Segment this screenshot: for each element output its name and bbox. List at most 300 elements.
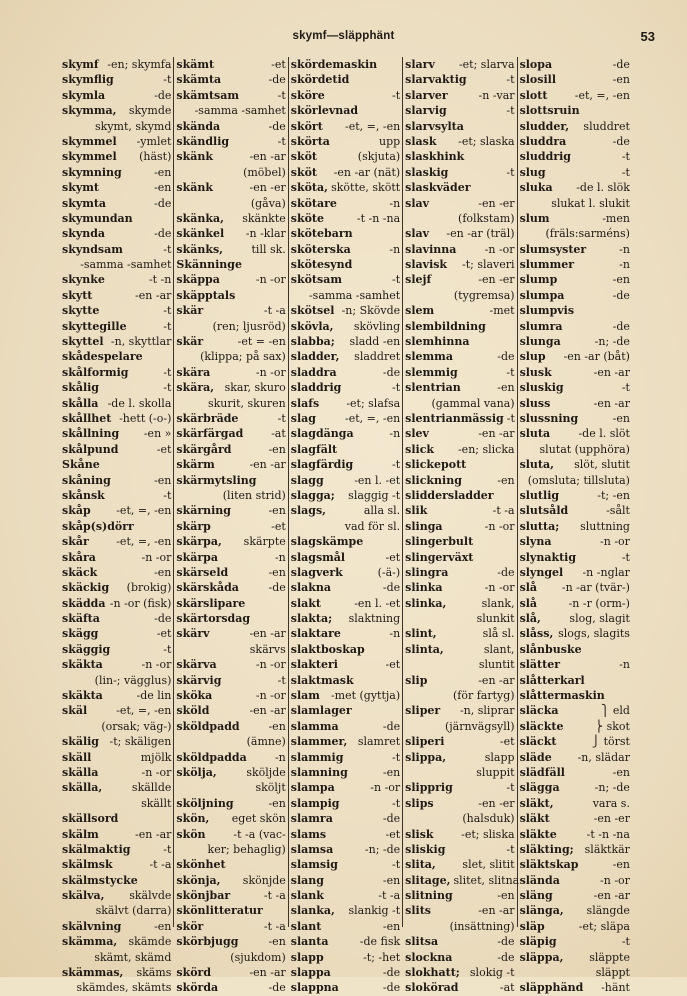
entry-headword: skymta <box>62 196 107 210</box>
dictionary-entry <box>405 703 514 718</box>
dictionary-entry <box>291 365 400 380</box>
entry-inflection: (ämne) <box>246 735 286 749</box>
entry-inflection: -t <box>163 842 172 856</box>
entry-inflection: -de <box>268 981 286 995</box>
entry-headword: skämtsam <box>176 88 240 102</box>
entry-inflection: -en -ar <box>249 458 286 472</box>
entry-inflection: sladd -en <box>349 335 401 349</box>
entry-inflection: -de <box>497 350 515 364</box>
dictionary-entry <box>405 134 514 149</box>
entry-headword: släpphänd <box>519 981 584 995</box>
dictionary-entry <box>291 226 400 241</box>
dictionary-entry <box>62 965 171 980</box>
entry-headword: slädfäll <box>519 765 565 779</box>
dictionary-entry <box>405 903 514 918</box>
entry-headword: slamma <box>290 719 339 733</box>
dictionary-entry <box>405 319 514 334</box>
dictionary-entry <box>291 657 400 672</box>
dictionary-entry <box>62 550 171 565</box>
dictionary-entry <box>291 503 400 518</box>
dictionary-entry <box>405 873 520 888</box>
entry-inflection: -n -or <box>255 658 286 672</box>
entry-inflection: -t <box>277 134 286 148</box>
dictionary-entry <box>291 519 400 534</box>
entry-inflection: (tygremsa) <box>453 288 515 302</box>
dictionary-entry <box>405 119 514 134</box>
entry-inflection: -t <box>621 150 630 164</box>
entry-headword: slant <box>290 919 322 933</box>
entry-headword: skymmel <box>62 134 117 148</box>
entry-headword: sluskig <box>519 381 564 395</box>
dictionary-entry <box>62 888 171 903</box>
entry-headword: skymmel <box>62 150 117 164</box>
dictionary-entry <box>176 88 285 103</box>
dictionary-entry <box>62 488 171 503</box>
entry-headword: slingra <box>405 565 449 579</box>
entry-inflection: -et <box>385 827 401 841</box>
entry-inflection: skymt, skymd <box>95 119 172 133</box>
entry-headword: slagfärdig <box>290 458 354 472</box>
entry-headword: slarver <box>405 88 448 102</box>
dictionary-entry <box>176 119 285 134</box>
entry-inflection: (ren; ljusröd) <box>212 319 286 333</box>
entry-inflection: -t <box>392 858 401 872</box>
entry-inflection: -t -a <box>492 504 515 518</box>
entry-headword: skälvning <box>62 919 122 933</box>
entry-inflection: -n -or <box>255 365 286 379</box>
entry-headword: slavisk <box>405 258 448 272</box>
entry-headword: skäll <box>62 750 92 764</box>
dictionary-entry <box>291 919 400 934</box>
entry-inflection: (halsduk) <box>462 812 515 826</box>
dictionary-entry <box>520 903 630 918</box>
entry-headword: slumra <box>519 319 563 333</box>
dictionary-entry <box>405 503 514 518</box>
entry-inflection: -en -ar <box>593 396 630 410</box>
entry-headword: skyttel <box>62 335 104 349</box>
entry-headword: slarvsylta <box>405 119 464 133</box>
dictionary-entry <box>176 72 285 87</box>
dictionary-entry <box>520 134 630 149</box>
entry-inflection: -t; slaveri <box>462 258 515 272</box>
entry-inflection: -en -ar <box>593 365 630 379</box>
dictionary-entry <box>62 426 171 441</box>
entry-headword: slå <box>519 596 538 610</box>
entry-inflection: -en <box>268 719 286 733</box>
entry-headword: slopa <box>519 58 553 71</box>
dictionary-entry <box>291 88 400 103</box>
entry-inflection: släppte <box>589 950 630 964</box>
entry-headword: skäl <box>62 704 88 718</box>
entry-inflection: eget skön <box>231 812 286 826</box>
dictionary-entry <box>405 857 514 872</box>
dictionary-entry <box>405 103 514 118</box>
entry-inflection: -en l. -et <box>354 473 401 487</box>
entry-headword: slembildning <box>405 319 486 333</box>
dictionary-entry <box>520 980 630 995</box>
dictionary-entry <box>176 334 285 349</box>
dictionary-entry <box>405 888 514 903</box>
entry-headword: sköldpadd <box>176 719 240 733</box>
entry-inflection: (omsluta; tillsluta) <box>527 473 630 487</box>
entry-headword: sluta <box>519 427 551 441</box>
entry-headword: sliskig <box>405 842 446 856</box>
dictionary-entry <box>520 626 630 641</box>
dictionary-entry <box>405 334 514 349</box>
dictionary-entry <box>176 950 285 965</box>
entry-inflection: -en -ar <box>249 966 286 980</box>
entry-inflection: -en -er <box>478 796 515 810</box>
entry-headword: sköld <box>176 704 210 718</box>
entry-headword: skälla <box>62 765 99 779</box>
entry-inflection: -t <box>621 381 630 395</box>
entry-headword: slejf <box>405 273 432 287</box>
dictionary-entry <box>176 780 285 795</box>
dictionary-column-1 <box>60 57 174 995</box>
entry-inflection: -en <box>154 565 172 579</box>
entry-headword: slem <box>405 304 435 318</box>
entry-inflection: -et; slaska <box>458 134 515 148</box>
entry-headword: skör <box>176 919 204 933</box>
entry-inflection: -en -er <box>249 181 286 195</box>
dictionary-entry <box>405 57 514 72</box>
entry-inflection: -ymlet <box>136 134 172 148</box>
entry-inflection: -t <box>392 458 401 472</box>
entry-inflection: (gåva) <box>250 196 286 210</box>
entry-inflection: -n -or <box>600 873 630 887</box>
entry-inflection: -et <box>156 627 172 641</box>
entry-inflection: -n -or (fisk) <box>109 596 172 610</box>
entry-inflection: -de <box>382 719 401 733</box>
entry-inflection: -n <box>274 750 286 764</box>
dictionary-entry <box>62 857 171 872</box>
dictionary-entry <box>520 334 630 349</box>
entry-inflection: slitet, slitna <box>453 873 520 887</box>
dictionary-entry <box>291 888 400 903</box>
entry-headword: skäckig <box>62 581 110 595</box>
entry-inflection: -samma -samhet <box>308 288 401 302</box>
entry-inflection: -en l. -et <box>354 596 401 610</box>
entry-inflection: -n <box>389 627 401 641</box>
entry-headword: slagdänga <box>290 427 354 441</box>
entry-inflection: -en -er <box>478 196 515 210</box>
entry-headword: skärseld <box>176 565 229 579</box>
entry-inflection: -t -a <box>149 858 172 872</box>
entry-headword: slick <box>405 442 435 456</box>
entry-headword: släp <box>519 919 545 933</box>
dictionary-entry <box>62 919 171 934</box>
entry-headword: skörlevnad <box>290 104 359 118</box>
entry-inflection: -t; -het <box>363 950 401 964</box>
dictionary-entry <box>176 673 285 688</box>
entry-headword: slabba; <box>290 335 335 349</box>
entry-headword: slita, <box>405 858 436 872</box>
entry-inflection: alla sl. <box>363 504 401 518</box>
entry-headword: skäkta <box>62 658 103 672</box>
entry-inflection: -en -ar (träl) <box>446 227 515 241</box>
dictionary-entry <box>520 503 630 518</box>
dictionary-entry <box>176 873 285 888</box>
entry-headword: skörta <box>290 134 330 148</box>
entry-inflection: -en; skymfa <box>107 58 172 71</box>
dictionary-entry <box>520 211 630 226</box>
dictionary-entry <box>176 303 285 318</box>
entry-inflection: -de <box>612 58 630 71</box>
dictionary-entry <box>520 657 630 672</box>
entry-inflection: -en; slicka <box>457 442 515 456</box>
entry-headword: slug <box>519 165 546 179</box>
dictionary-entry <box>520 750 630 765</box>
entry-inflection: slå sl. <box>482 627 515 641</box>
dictionary-entry <box>405 827 514 842</box>
entry-inflection: -et <box>385 658 401 672</box>
entry-headword: skön <box>176 827 206 841</box>
entry-headword: skärskåda <box>176 581 239 595</box>
dictionary-entry <box>291 688 400 703</box>
dictionary-column-3 <box>289 57 403 995</box>
entry-headword: slams <box>290 827 327 841</box>
entry-headword: skämta <box>176 73 222 87</box>
entry-inflection: skönjde <box>242 873 286 887</box>
entry-inflection: (skjuta) <box>357 150 401 164</box>
entry-headword: slosill <box>519 73 556 87</box>
entry-headword: släkt <box>519 812 550 826</box>
entry-headword: skägg <box>62 627 99 641</box>
entry-headword: slutlig <box>519 488 560 502</box>
dictionary-entry <box>62 780 171 795</box>
dictionary-entry <box>176 473 285 488</box>
entry-inflection: skänkte <box>242 211 286 225</box>
entry-headword: slarv <box>405 58 435 71</box>
dictionary-entry <box>405 842 514 857</box>
entry-inflection: -n; -de <box>594 335 630 349</box>
entry-headword: skärpa, <box>176 535 222 549</box>
dictionary-entry <box>62 980 171 995</box>
entry-inflection: skälvt (darra) <box>95 904 172 918</box>
dictionary-entry <box>520 88 630 103</box>
entry-headword: slingerväxt <box>405 550 474 564</box>
entry-headword: slumsyster <box>519 242 587 256</box>
entry-inflection: -de <box>382 581 401 595</box>
entry-headword: skär <box>176 304 204 318</box>
entry-headword: slakta; <box>290 612 333 626</box>
dictionary-entry <box>176 211 285 226</box>
entry-inflection: -t <box>392 796 401 810</box>
dictionary-entry <box>62 688 171 703</box>
entry-headword: skört <box>290 119 323 133</box>
entry-headword: släkte <box>519 827 557 841</box>
dictionary-entry <box>62 734 171 749</box>
entry-headword: skåra <box>62 550 96 564</box>
entry-inflection: skämdes, skämts <box>76 981 172 995</box>
dictionary-entry <box>405 88 514 103</box>
dictionary-entry <box>62 303 171 318</box>
entry-headword: slägga <box>519 781 560 795</box>
entry-headword: skärbräde <box>176 411 239 425</box>
entry-inflection: (sjukdom) <box>230 950 286 964</box>
entry-headword: slaskväder <box>405 181 471 195</box>
dictionary-entry <box>176 503 285 518</box>
entry-inflection: -en -ar <box>249 150 286 164</box>
entry-headword: slippa, <box>405 750 447 764</box>
entry-inflection: -samma -samhet <box>194 104 286 118</box>
dictionary-entry <box>62 319 171 334</box>
dictionary-entry <box>405 719 514 734</box>
entry-inflection: skämt, skämd <box>94 950 172 964</box>
dictionary-entry <box>405 950 514 965</box>
entry-headword: slockna <box>405 950 453 964</box>
entry-headword: slutsåld <box>519 504 569 518</box>
entry-inflection: sluttning <box>580 519 630 533</box>
dictionary-entry <box>176 565 285 580</box>
dictionary-entry <box>405 534 514 549</box>
entry-headword: slafs <box>290 396 320 410</box>
entry-headword: sluta, <box>519 458 554 472</box>
entry-inflection: -en -ar <box>249 704 286 718</box>
entry-headword: slampa <box>290 781 335 795</box>
entry-headword: slav <box>405 227 430 241</box>
dictionary-entry <box>62 673 171 688</box>
entry-inflection: -t <box>392 273 401 287</box>
entry-inflection: -et <box>156 442 172 456</box>
dictionary-entry <box>520 165 630 180</box>
dictionary-entry <box>291 903 400 918</box>
entry-headword: sliperi <box>405 735 445 749</box>
dictionary-entry <box>520 319 630 334</box>
entry-inflection: -t <box>621 935 630 949</box>
entry-headword: skäppa <box>176 273 220 287</box>
entry-inflection: -t <box>621 550 630 564</box>
entry-inflection: -en <box>382 765 401 779</box>
entry-headword: sliper <box>405 704 441 718</box>
entry-inflection: skämde <box>128 935 172 949</box>
dictionary-entry <box>291 319 400 334</box>
entry-headword: skålig <box>62 381 99 395</box>
entry-inflection: -t -n <box>148 273 172 287</box>
entry-headword: slips <box>405 796 434 810</box>
entry-inflection: -n -or <box>255 273 286 287</box>
dictionary-entry <box>62 88 171 103</box>
dictionary-entry <box>405 919 514 934</box>
entry-inflection: -en <box>268 935 286 949</box>
entry-inflection: -de l. slöt <box>578 427 630 441</box>
dictionary-entry <box>405 442 514 457</box>
entry-headword: släng <box>519 889 553 903</box>
dictionary-entry <box>291 349 400 364</box>
entry-inflection: -et <box>385 550 401 564</box>
dictionary-entry <box>291 411 400 426</box>
dictionary-entry <box>291 442 400 457</box>
entry-headword: slumpa <box>519 288 565 302</box>
entry-headword: slakt <box>290 596 321 610</box>
dictionary-entry <box>176 103 285 118</box>
dictionary-entry <box>405 196 514 211</box>
dictionary-entry <box>405 365 514 380</box>
dictionary-entry <box>62 811 171 826</box>
entry-inflection: till sk. <box>251 242 286 256</box>
dictionary-entry <box>291 57 400 72</box>
dictionary-entry <box>62 473 171 488</box>
dictionary-entry <box>62 272 171 287</box>
entry-headword: Skänninge <box>176 258 242 272</box>
entry-headword: skymla <box>62 88 106 102</box>
dictionary-entry <box>176 827 285 842</box>
entry-inflection: -de <box>268 73 286 87</box>
entry-inflection: slängde <box>586 904 630 918</box>
entry-headword: skäkta <box>62 689 103 703</box>
entry-inflection: -n <box>389 427 401 441</box>
dictionary-entry <box>291 765 400 780</box>
entry-headword: slott <box>519 88 548 102</box>
dictionary-entry <box>520 827 630 842</box>
entry-inflection: -n -var <box>478 88 515 102</box>
entry-headword: slokörad <box>405 981 459 995</box>
entry-headword: slinka, <box>405 596 447 610</box>
entry-inflection: -de <box>612 134 630 148</box>
dictionary-entry <box>62 134 171 149</box>
entry-inflection: -en <box>612 765 630 779</box>
entry-headword: slampig <box>290 796 340 810</box>
entry-headword: skållhet <box>62 411 112 425</box>
entry-headword: slaktboskap <box>290 642 365 656</box>
entry-headword: sköt <box>290 165 318 179</box>
dictionary-entry <box>405 796 514 811</box>
entry-inflection: slaggig -t <box>348 488 401 502</box>
dictionary-entry <box>291 257 400 272</box>
entry-headword: slits <box>405 904 431 918</box>
entry-inflection: -t <box>163 642 172 656</box>
dictionary-entry <box>176 149 285 164</box>
dictionary-entry <box>291 734 400 749</box>
entry-headword: skärning <box>176 504 231 518</box>
dictionary-entry <box>291 288 400 303</box>
entry-headword: slum <box>519 211 550 225</box>
dictionary-entry <box>291 396 400 411</box>
dictionary-entry <box>176 811 285 826</box>
dictionary-entry <box>405 226 514 241</box>
entry-inflection: -en <box>268 565 286 579</box>
entry-inflection: -en <box>154 919 172 933</box>
entry-inflection: ⎬ skot <box>594 719 630 733</box>
dictionary-entry <box>520 426 630 441</box>
entry-inflection: -n; -de <box>594 781 630 795</box>
entry-inflection: -t; -en <box>597 488 630 502</box>
entry-headword: slinga <box>405 519 443 533</box>
entry-headword: slint, <box>405 627 437 641</box>
dictionary-entry <box>62 719 171 734</box>
entry-inflection: -n <box>274 550 286 564</box>
dictionary-entry <box>291 565 400 580</box>
entry-inflection: skäms <box>136 966 172 980</box>
dictionary-entry <box>520 226 630 241</box>
dictionary-entry <box>176 550 285 565</box>
dictionary-entry <box>405 642 514 657</box>
dictionary-entry <box>520 242 630 257</box>
entry-inflection: -t <box>392 750 401 764</box>
dictionary-entry <box>291 272 400 287</box>
entry-headword: slickning <box>405 473 462 487</box>
entry-inflection: -t -a <box>263 889 286 903</box>
entry-headword: skållning <box>62 427 120 441</box>
entry-inflection: -de lin <box>136 689 172 703</box>
entry-headword: slanta <box>290 935 329 949</box>
entry-inflection: slokig -t <box>469 966 515 980</box>
dictionary-entry <box>520 442 630 457</box>
dictionary-entry <box>405 550 514 565</box>
dictionary-entry <box>405 473 514 488</box>
entry-inflection: -n <box>619 658 630 672</box>
dictionary-entry <box>405 980 514 995</box>
